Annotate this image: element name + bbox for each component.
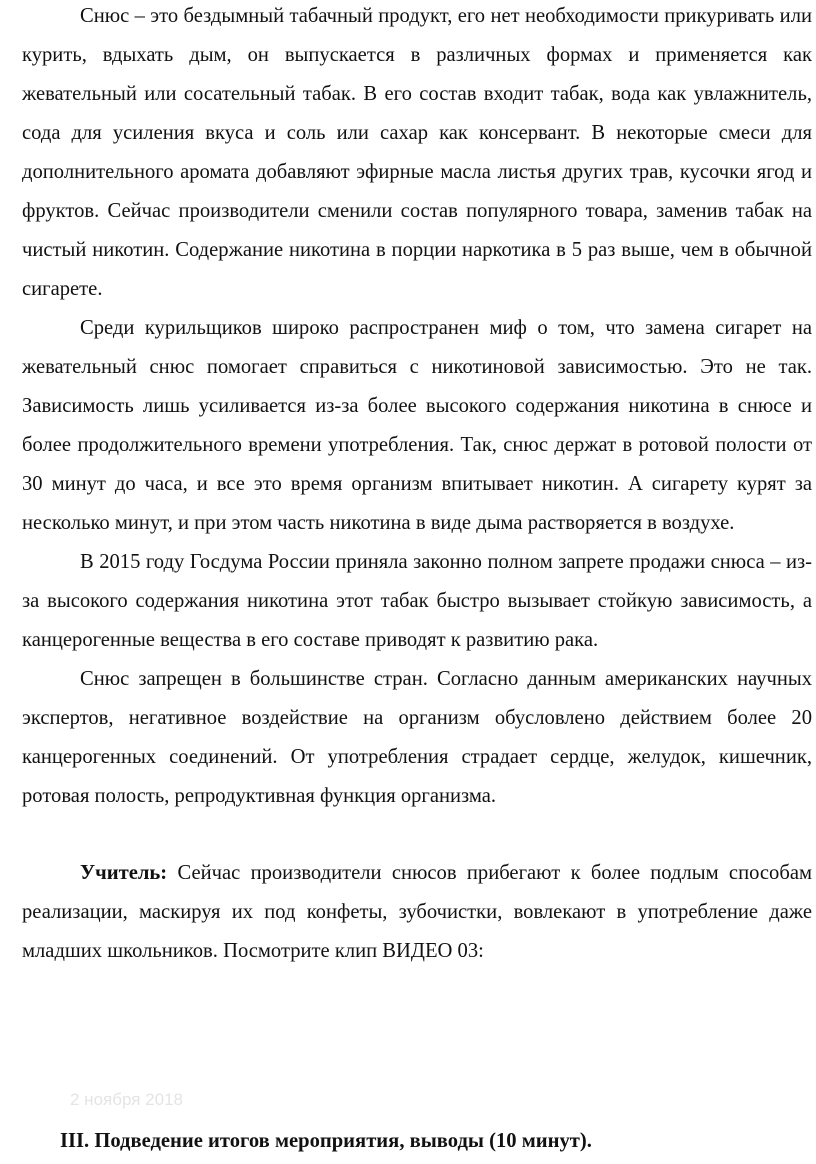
teacher-remark	[22, 854, 812, 971]
paragraph-snus-definition: Снюс – это бездымный табачный продукт, его нет необходимости прикуривать или курить, вдыхать дым, он выпускается в различных формах и применяется как жевательный или сосательный табак. В его состав входит табак, вода как увлажнитель, сода для усиления вкуса и соль или сахар как консервант. В некоторые смеси для дополнительного аромата добавляют эфирные масла листья других трав, кусочки ягод и фруктов. Сейчас производители сменили состав популярного товара, заменив табак на чистый никотин. Содержание никотина в порции наркотика в 5 раз выше, чем в обычной сигарете.	[22, 5, 812, 300]
paragraph-ban-russia: В 2015 году Госдума России приняла законно полном запрете продажи снюса – из-за высокого содержания никотина этот табак быстро вызывает стойкую зависимость, а канцерогенные вещества в его составе приводят к развитию рака.	[22, 551, 812, 651]
teacher-label: Учитель:	[80, 862, 168, 884]
section-heading: III. Подведение итогов мероприятия, выводы (10 минут).	[60, 1130, 592, 1152]
paragraph-ban-countries: Снюс запрещен в большинстве стран. Согласно данным американских научных экспертов, негативное воздействие на организм обусловлено действием более 20 канцерогенных соединений. От употребления страдает сердце, желудок, кишечник, ротовая полость, репродуктивная функция организма.	[22, 668, 812, 807]
body-text	[22, 0, 812, 971]
paragraph-myth: Среди курильщиков широко распространен миф о том, что замена сигарет на жевательный снюс помогает справиться с никотиновой зависимостью. Это не так. Зависимость лишь усиливается из-за более высокого содержания никотина в снюсе и более продолжительного времени употребления. Так, снюс держат в ротовой полости от 30 минут до часа, и все это время организм впитывает никотин. А сигарету курят за несколько минут, и при этом часть никотина в виде дыма растворяется в воздухе.	[22, 317, 812, 534]
teacher-text: Сейчас производители снюсов прибегают к более подлым способам реализации, маскируя их под конфеты, зубочистки, вовлекают в употребление даже младших школьников. Посмотрите клип ВИДЕО 03:	[22, 862, 812, 962]
date-watermark: 2 ноября 2018	[70, 1090, 183, 1109]
